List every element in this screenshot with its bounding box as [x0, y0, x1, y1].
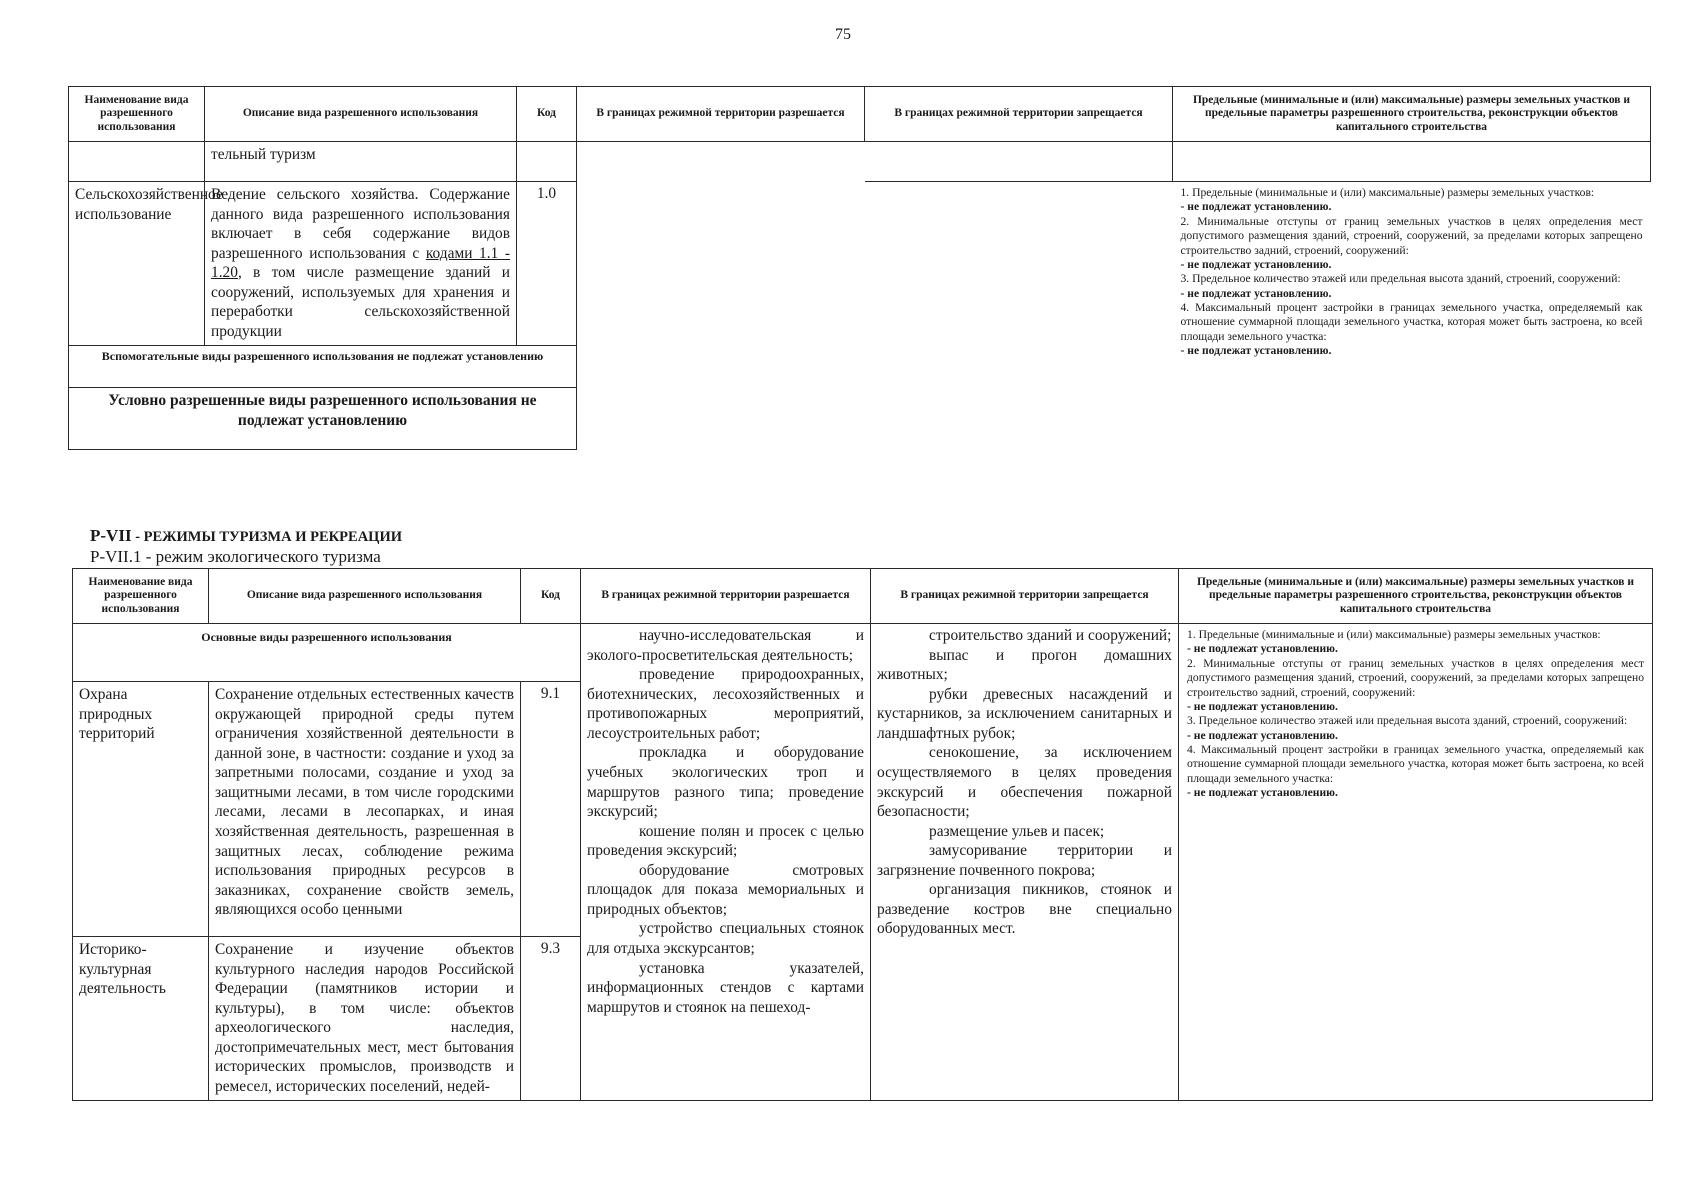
header-name: Наименование вида разрешенного использования	[69, 87, 205, 142]
allowed-item: прокладка и оборудование учебных экологических троп и маршрутов разного типа; проведение экскурсий;	[587, 744, 864, 821]
use-name: Охрана природных территорий	[73, 682, 209, 937]
section-subtitle: Р-VII.1 - режим экологического туризма	[90, 547, 381, 566]
allowed-item: устройство специальных стоянок для отдыха экскурсантов;	[587, 920, 864, 957]
allowed-list	[581, 624, 871, 1101]
use-code: 9.1	[521, 682, 581, 937]
forbidden-item: размещение ульев и пасек;	[929, 822, 1105, 840]
allowed-item: проведение природоохранных, биотехнических, лесохозяйственных и противопожарных мероприятий, лесоустроительных работ;	[587, 666, 864, 742]
use-description: Сохранение и изучение объектов культурного наследия народов Российской Федерации (памятников истории и культуры), в том числе: объектов археологического наследия, достопримечательных мест, мест бытования исторических промыслов, производств и ремесел, исторических поселений, недей-	[209, 937, 521, 1101]
conditional-types: Условно разрешенные виды разрешенного использования не подлежат установлению	[69, 387, 577, 449]
forbidden-list	[871, 624, 1179, 1101]
forbidden-item: строительство зданий и сооружений;	[929, 627, 1172, 644]
main-types: Основные виды разрешенного использования	[73, 624, 581, 682]
header-forbidden: В границах режимной территории запрещается	[871, 569, 1179, 624]
forbidden-item: замусоривание территории и загрязнение почвенного покрова;	[877, 842, 1172, 879]
header-limits: Предельные (минимальные и (или) максимальные) размеры земельных участков и предельные параметры разрешенного строительства, реконструкции объектов капитального строительства	[1179, 569, 1653, 624]
header-description: Описание вида разрешенного использования	[209, 569, 521, 624]
header-description: Описание вида разрешенного использования	[205, 87, 517, 142]
regime-table-1	[68, 86, 1651, 450]
limits-text-1: 1. Предельные (минимальные и (или) максимальные) размеры земельных участков: - не подлежат установлению. 2. Минимальные отступы от границ земельных участков в целях определения мест допустимого размещения зданий, строений, сооружений, за пределами которых запрещено строительство задний, строений, сооружений: - не подлежат установлению. 3. Предельное количество этажей или предельная высота зданий, строений, сооружений: - не подлежат установлению. 4. Максимальный процент застройки в границах земельного участка, определяемый как отношение суммарной площади земельного участка, которая может быть застроена, ко всей площади земельного участка: - не подлежат установлению.	[1180, 186, 1643, 358]
header-code: Код	[521, 569, 581, 624]
allowed-item: научно-исследовательская и эколого-просветительская деятельность;	[587, 627, 864, 664]
use-code: 9.3	[521, 937, 581, 1101]
allowed-item: кошение полян и просек с целью проведения экскурсий;	[587, 822, 864, 860]
header-allowed: В границах режимной территории разрешается	[581, 569, 871, 624]
forbidden-item: организация пикников, стоянок и разведение костров вне специально оборудованных мест.	[877, 881, 1172, 938]
header-name: Наименование вида разрешенного использования	[73, 569, 209, 624]
forbidden-item: сенокошение, за исключением осуществляемого в целях проведения экскурсий и обеспечения пожарной безопасности;	[877, 744, 1172, 821]
use-code: 1.0	[517, 182, 577, 346]
header-limits: Предельные (минимальные и (или) максимальные) размеры земельных участков и предельные параметры разрешенного строительства, реконструкции объектов капитального строительства	[1173, 87, 1651, 142]
allowed-item: установка указателей, информационных стендов с картами маршрутов и стоянок на пешеход-	[587, 959, 864, 1016]
forbidden-item: выпас и прогон домашних животных;	[877, 646, 1172, 684]
header-code: Код	[517, 87, 577, 142]
auxiliary-types: Вспомогательные виды разрешенного использования не подлежат установлению	[69, 345, 577, 387]
regime-table-2	[72, 568, 1653, 1101]
header-forbidden: В границах режимной территории запрещается	[865, 87, 1173, 142]
allowed-item: оборудование смотровых площадок для показа мемориальных и природных объектов;	[587, 861, 864, 918]
continued-description: тельный туризм	[205, 142, 517, 182]
use-name: Сельскохозяйственное использование	[69, 182, 205, 346]
use-name: Историко-культурная деятельность	[73, 937, 209, 1101]
use-description: Сохранение отдельных естественных качеств окружающей природной среды путем ограничения хозяйственной деятельности в данной зоне, в частности: создание и уход за запретными полосами, создание и уход за защитными лесами, в том числе городскими лесами, лесами в лесопарках, и иная хозяйственная деятельность, разрешенная в защитных лесах, соблюдение режима использования природных ресурсов в заказниках, сохранение свойств земель, являющихся особо ценными	[209, 682, 521, 937]
page-number: 75	[835, 26, 851, 43]
header-allowed: В границах режимной территории разрешается	[577, 87, 865, 142]
forbidden-item: рубки древесных насаждений и кустарников, за исключением санитарных и ландшафтных рубок;	[877, 685, 1172, 742]
section-title: Р-VII - РЕЖИМЫ ТУРИЗМА И РЕКРЕАЦИИ	[90, 526, 403, 545]
use-description: Ведение сельского хозяйства. Содержание данного вида разрешенного использования включает в себя содержание видов разрешенного использования с кодами 1.1 - 1.20, в том числе размещение зданий и сооружений, используемых для хранения и переработки сельскохозяйственной продукции	[205, 182, 517, 346]
limits-text-2: 1. Предельные (минимальные и (или) максимальные) размеры земельных участков: - не подлежат установлению. 2. Минимальные отступы от границ земельных участков в целях определения мест допустимого размещения зданий, строений, сооружений, за пределами которых запрещено строительство задний, строений, сооружений: - не подлежат установлению. 3. Предельное количество этажей или предельная высота зданий, строений, сооружений: - не подлежат установлению. 4. Максимальный процент застройки в границах земельного участка, определяемый как отношение суммарной площади земельного участка, которая может быть застроена, ко всей площади земельного участка: - не подлежат установлению.	[1179, 624, 1653, 1101]
codes-link[interactable]: кодами 1.1 - 1.20	[211, 244, 510, 282]
